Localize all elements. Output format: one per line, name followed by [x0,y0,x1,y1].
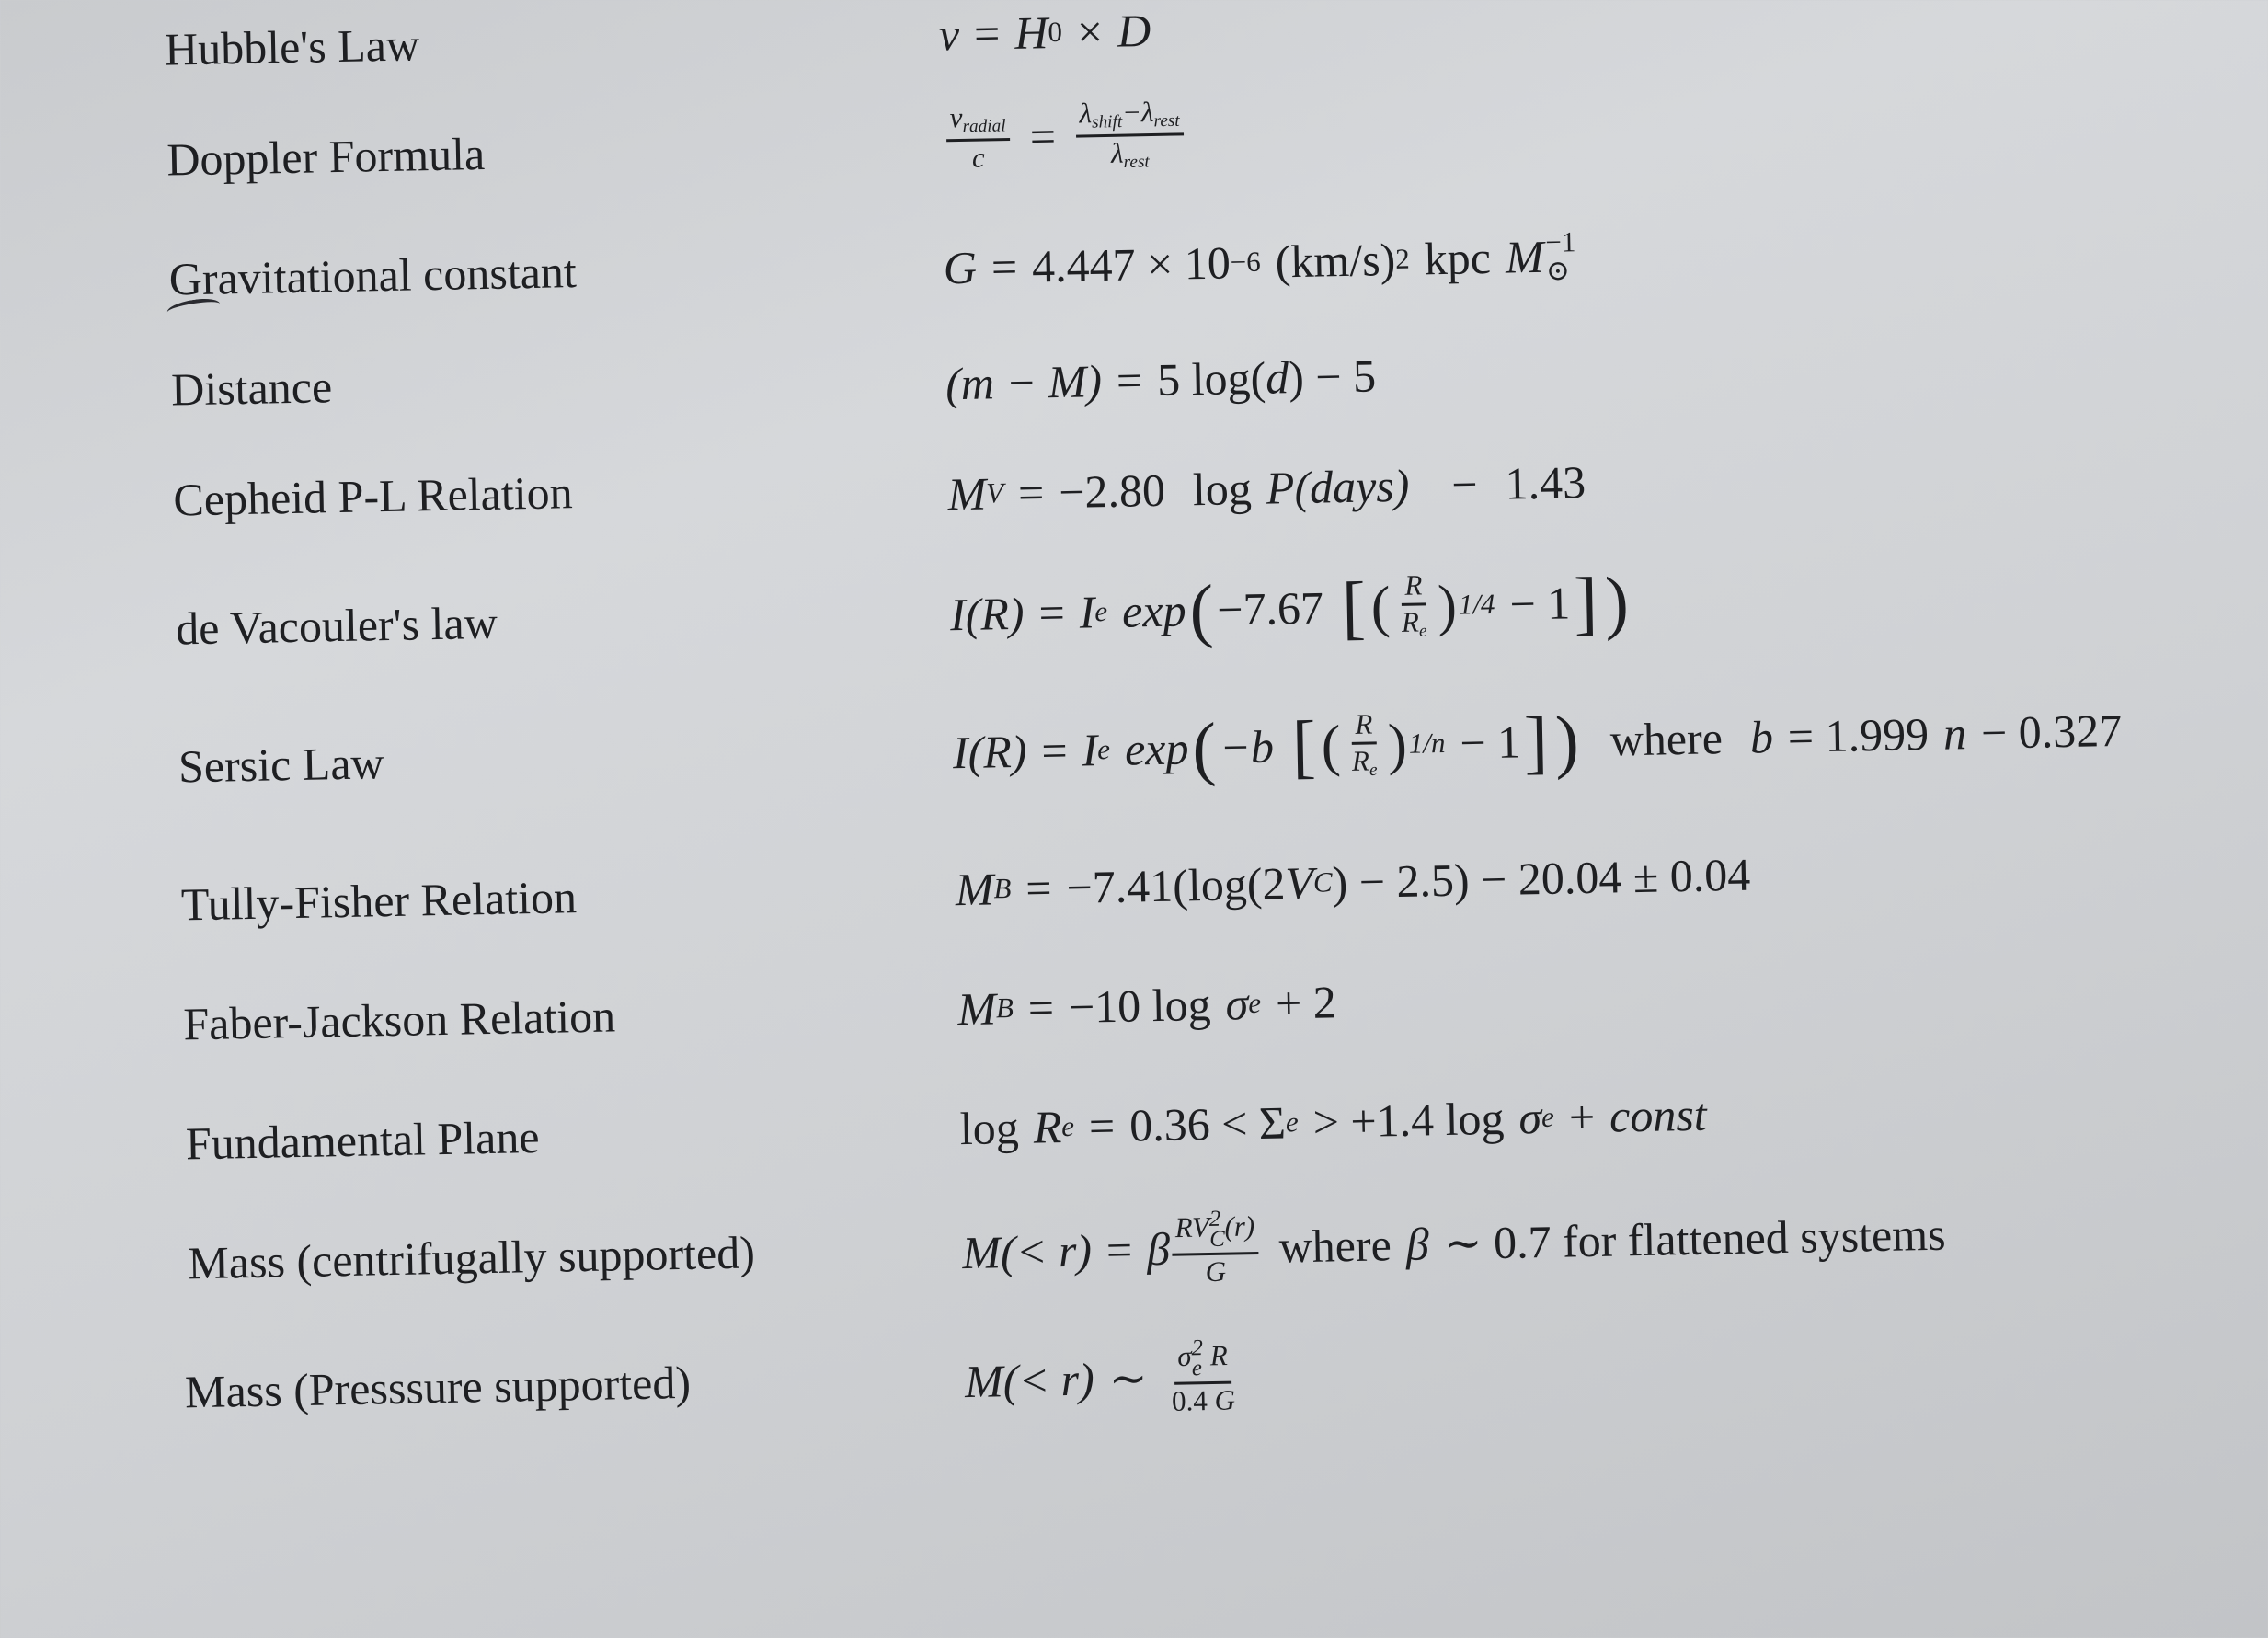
row-label: Gravitational constant [168,246,578,305]
row-label: Mass (Presssure supported) [184,1356,692,1418]
formula-sersic: I(R) = I e exp ( −b [ ( $\frac{R}{R_e}$ ) 1/n − 1 ] ) where b = 1.999 n − 0.327 [952,701,2123,788]
formula-faber-jackson: M B = −10 log σ e + 2 [956,976,1337,1036]
row-label: Fundamental Plane [185,1110,541,1170]
row-tully-fisher [17,839,2268,983]
row-label: Distance [170,361,333,416]
row-sersic [15,702,2268,846]
formula-distance: (m − M) = 5 log( d ) − 5 [945,349,1377,410]
fraction: $\frac{R}{R_e}$ [1351,707,1378,780]
row-label: Faber-Jackson Relation [182,990,616,1050]
formula-mass-pressure: M(< r) ∼ σ 2 e R 0.4 G [964,1337,1244,1420]
row-faber-jackson [19,958,2268,1103]
row-label: Sersic Law [178,737,385,793]
formula-cepheid: M V = −2.80 log P(days) − 1.43 [946,456,1586,521]
fraction: RV 2 C (r) G [1171,1208,1259,1288]
row-label: de Vacouler's law [175,596,498,655]
formula-gravity: G = 4.447 × 10 −6 (km/s) 2 kpc M −1 ⊙ [943,225,1576,293]
fraction: $\frac{R}{R_e}$ [1401,568,1427,641]
row-label: Hubble's Law [164,18,420,75]
row-label: Mass (centrifugally supported) [187,1226,756,1289]
fraction: σ 2 e R 0.4 G [1171,1335,1236,1417]
row-label: Tully-Fisher Relation [180,871,578,931]
formula-devaucouleurs: I(R) = I e exp ( −7.67 [ ( $\frac{R}{R_e}$ ) 1/4 − 1 ] ) [949,562,1630,650]
fraction: $\frac{v_{radial}}{c}$ [945,102,1010,173]
row-mass-centrifugal [24,1197,2268,1342]
fraction: $\frac{\lambda_{shift}-\lambda_{rest}}{\lambda_{rest}}$ [1075,97,1185,172]
row-label: Cepheid P-L Relation [172,466,574,526]
formula-tully-fisher: M B = −7.41(log(2 V C ) − 2.5) − 20.04 ± 0.04 [955,848,1751,916]
row-label: Doppler Formula [166,127,486,186]
row-mass-pressure [27,1326,2268,1471]
formula-hubble: v = H 0 × D [938,4,1151,61]
formula-doppler: $\frac{v_{radial}}{c}$ = $\frac{\lambda_{shift}-\lambda_{rest}}{\lambda_{rest}}$ [940,97,1189,175]
formula-mass-centrifugal: M(< r) = β RV 2 C (r) G where β ∼ 0.7 for flattened systems [961,1206,1947,1288]
row-devaucouleurs [12,564,2268,708]
formula-fundamental-plane: log R e = 0.36 < Σ e > +1.4 log σ e + const [959,1088,1708,1155]
